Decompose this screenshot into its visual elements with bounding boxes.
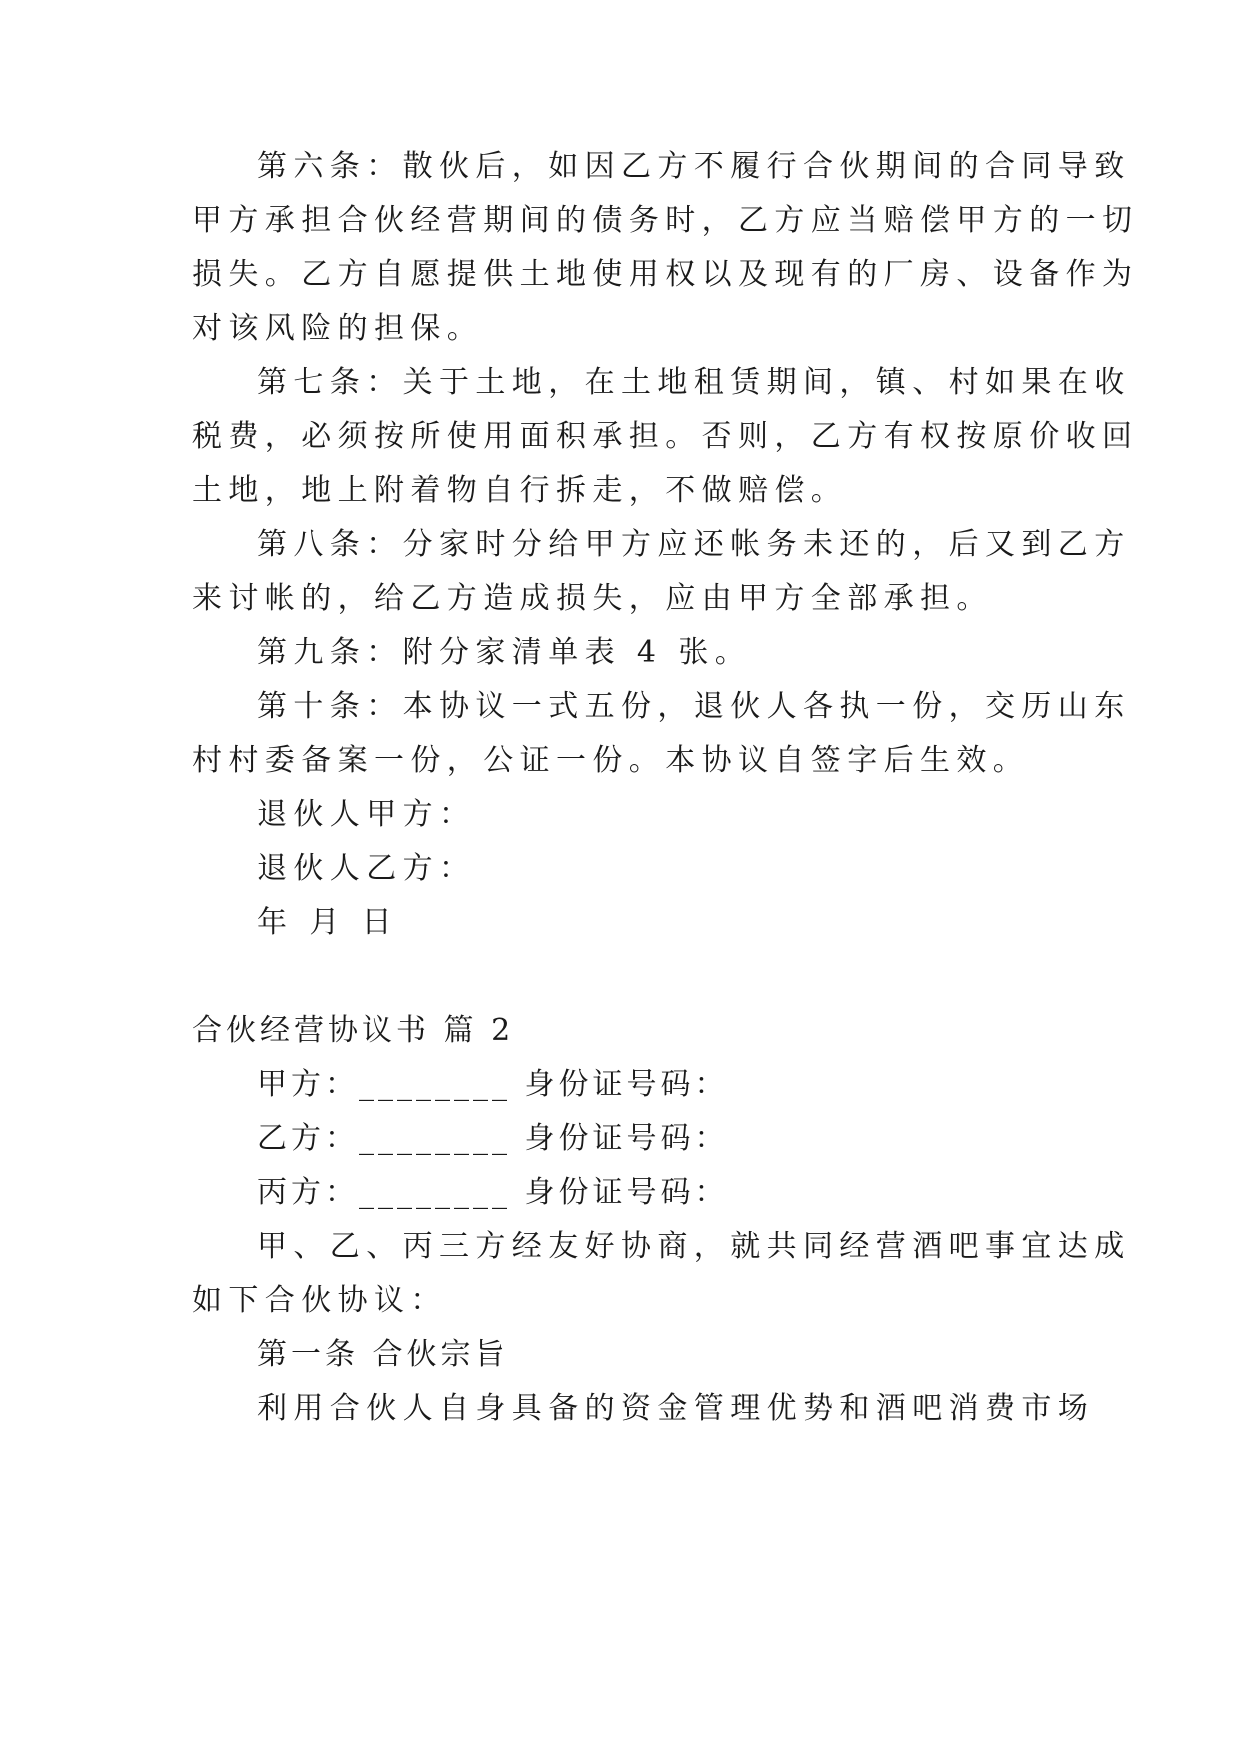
party-line: 甲方：________ 身份证号码： xyxy=(257,1067,729,1102)
paragraph-line: 甲、乙、丙三方经友好协商，就共同经营酒吧事宜达成 xyxy=(257,1229,1131,1264)
paragraph-line: 对该风险的担保。 xyxy=(192,311,484,346)
party-line: 乙方：________ 身份证号码： xyxy=(257,1121,729,1156)
paragraph-line: 土地，地上附着物自行拆走，不做赔偿。 xyxy=(192,473,848,508)
paragraph-line: 来讨帐的，给乙方造成损失，应由甲方全部承担。 xyxy=(192,581,993,616)
paragraph-line: 第九条：附分家清单表 4 张。 xyxy=(257,635,752,670)
paragraph-line: 第七条：关于土地，在土地租赁期间，镇、村如果在收 xyxy=(257,365,1131,400)
article-heading: 第一条 合伙宗旨 xyxy=(257,1337,509,1372)
paragraph-line: 第六条：散伙后，如因乙方不履行合伙期间的合同导致 xyxy=(257,149,1131,184)
paragraph-line: 如下合伙协议： xyxy=(192,1283,447,1318)
party-line: 丙方：________ 身份证号码： xyxy=(257,1175,729,1210)
signature-line-party-b: 退伙人乙方： xyxy=(257,851,476,886)
paragraph-line: 税费，必须按所使用面积承担。否则，乙方有权按原价收回 xyxy=(192,419,1139,454)
paragraph-line: 第八条：分家时分给甲方应还帐务未还的，后又到乙方 xyxy=(257,527,1131,562)
paragraph-line: 利用合伙人自身具备的资金管理优势和酒吧消费市场 xyxy=(257,1391,1095,1426)
paragraph-line: 村村委备案一份，公证一份。本协议自签字后生效。 xyxy=(192,743,1030,778)
paragraph-line: 第十条：本协议一式五份，退伙人各执一份，交历山东 xyxy=(257,689,1131,724)
signature-line-party-a: 退伙人甲方： xyxy=(257,797,476,832)
date-line: 年 月 日 xyxy=(257,905,399,940)
section-title: 合伙经营协议书 篇 2 xyxy=(192,1013,515,1048)
paragraph-line: 甲方承担合伙经营期间的债务时，乙方应当赔偿甲方的一切 xyxy=(192,203,1139,238)
paragraph-line: 损失。乙方自愿提供土地使用权以及现有的厂房、设备作为 xyxy=(192,257,1139,292)
